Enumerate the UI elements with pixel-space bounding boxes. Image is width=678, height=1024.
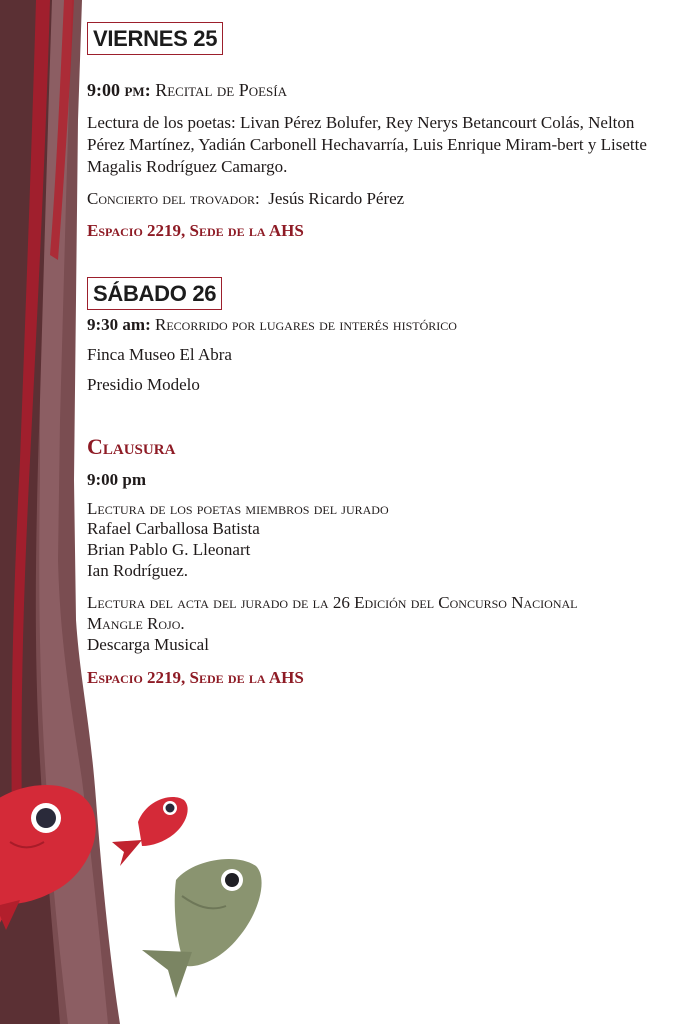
viernes-venue: Espacio 2219, Sede de la AHS — [87, 221, 304, 240]
concierto-label: Concierto del trovador: — [87, 189, 260, 208]
acta-line-2: Mangle Rojo. — [87, 614, 185, 633]
sabado-event-title: Recorrido por lugares de interés histórico — [154, 315, 457, 334]
viernes-event-title: Recital de Poesía — [155, 80, 287, 100]
sabado-place-1: Finca Museo El Abra — [87, 345, 232, 364]
clausura-time: 9:00 pm — [87, 470, 147, 489]
jurado-member-3: Ian Rodríguez. — [87, 561, 189, 580]
olive-fish-icon — [142, 859, 262, 998]
jurado-member-2: Brian Pablo G. Lleonart — [87, 540, 251, 559]
acta-line-1: Lectura del acta del jurado de la 26 Edición del Concurso Nacional — [87, 593, 578, 612]
viernes-event-line — [87, 79, 287, 101]
viernes-concierto-line — [87, 188, 404, 210]
day-label-viernes: VIERNES 25 — [87, 22, 223, 55]
day-label-sabado: SÁBADO 26 — [87, 277, 222, 310]
viernes-lectura-text: Lectura de los poetas: Livan Pérez Bolufer, Rey Nerys Betancourt Colás, Nelton Pérez Martínez, Yadián Carbonell Hechavarría, Luis Enrique Miram-bert y Lisette Magalis Rodríguez Camargo. — [87, 113, 647, 176]
sabado-event-time: 9:30 am: — [87, 315, 151, 334]
jurado-member-1: Rafael Carballosa Batista — [87, 519, 260, 538]
red-fish-small-icon — [112, 797, 188, 866]
clausura-heading: Clausura — [87, 434, 176, 459]
sabado-event-line — [87, 314, 457, 336]
concierto-name: Jesús Ricardo Pérez — [268, 189, 405, 208]
clausura-venue: Espacio 2219, Sede de la AHS — [87, 668, 304, 687]
viernes-event-time: 9:00 pm: — [87, 80, 151, 100]
sabado-place-2: Presidio Modelo — [87, 375, 200, 394]
jurado-title: Lectura de los poetas miembros del jurado — [87, 499, 389, 518]
descarga-musical: Descarga Musical — [87, 635, 209, 654]
